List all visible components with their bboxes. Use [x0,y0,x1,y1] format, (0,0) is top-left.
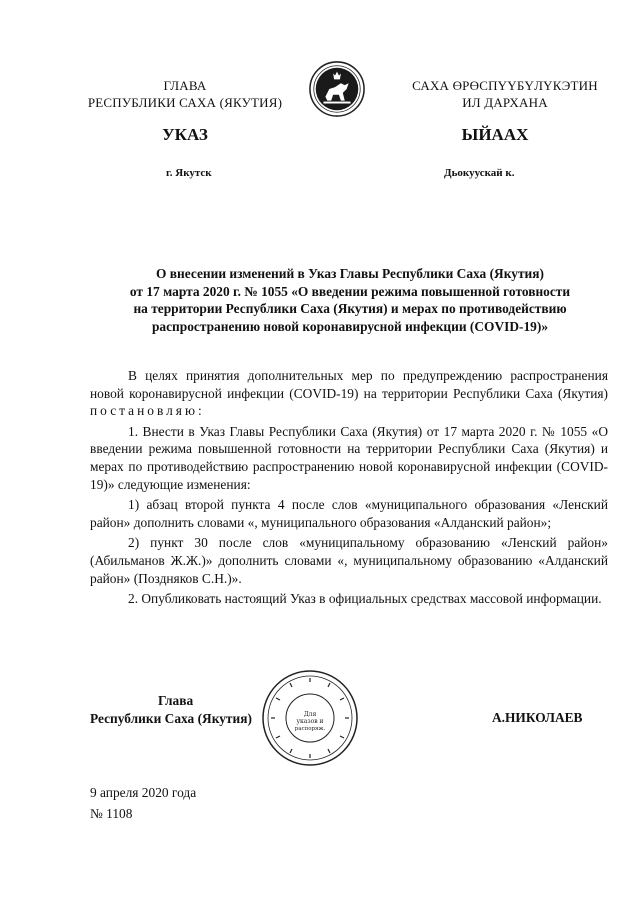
signature-title-line1: Глава [158,693,194,708]
svg-text:Для: Для [303,711,317,718]
document-footer [90,782,196,824]
title-line: О внесении изменений в Указ Главы Республики Саха (Якутия) [156,266,544,281]
official-seal [260,668,360,768]
header-left [80,77,290,111]
doc-type-right: ЫЙААХ [461,125,529,144]
intro-paragraph [90,367,608,420]
doc-type-left: УКАЗ [162,125,208,144]
item-1: 1. Внести в Указ Главы Республики Саха (Якутия) от 17 марта 2020 г. № 1055 «О введении режима повышенной готовности на территории Республики Саха (Якутия) и мерах по противодействию распространению новой коронавирусной инфекции (COVID-19)» следующие изменения: [90,423,608,492]
document-date: 9 апреля 2020 года [90,785,197,800]
header-left-line2: РЕСПУБЛИКИ САХА (ЯКУТИЯ) [87,95,283,110]
header-right [390,77,620,111]
signatory-name: А.НИКОЛАЕВ [492,710,583,725]
document-body [90,367,608,611]
document-number: № 1108 [90,806,133,821]
title-line: на территории Республики Саха (Якутия) и мерах по противодействию [133,301,567,316]
coat-of-arms-icon [308,60,366,118]
svg-text:указов и: указов и [296,718,324,725]
title-line: от 17 марта 2020 г. № 1055 «О введении режима повышенной готовности [129,283,571,299]
intro-text: В целях принятия дополнительных мер по предупреждению распространения новой коронавирусной инфекции (COVID-19) на территории Республики Саха (Якутия) [90,368,608,401]
city-left: г. Якутск [166,167,212,179]
decree-word: постановляю: [90,403,205,419]
svg-text:распоряж.: распоряж. [294,726,326,732]
subitem-1: 1) абзац второй пункта 4 после слов «муниципального образования «Ленский район» дополнить словами «, муниципального образования «Алданский район»; [90,497,608,530]
item-2: 2. Опубликовать настоящий Указ в официальных средствах массовой информации. [128,591,602,607]
title-line: распространению новой коронавирусной инфекции (COVID-19)» [151,318,549,334]
header-left-line1: ГЛАВА [163,78,207,93]
header-right-line1: САХА ӨРӨСПҮҮБҮЛҮКЭТИН [412,78,598,93]
signature-title-line2: Республики Саха (Якутия) [90,711,252,726]
subitem-2: 2) пункт 30 после слов «муниципальному образованию «Ленский район» (Абильманов Ж.Ж.)» дополнить словами «, муниципальному образованию «Алданский район» (Поздняков С.Н.)». [90,535,608,586]
header-right-line2: ИЛ ДАРХАНА [462,95,548,110]
document-title [90,265,610,335]
city-right: Дьокуускай к. [444,167,515,179]
